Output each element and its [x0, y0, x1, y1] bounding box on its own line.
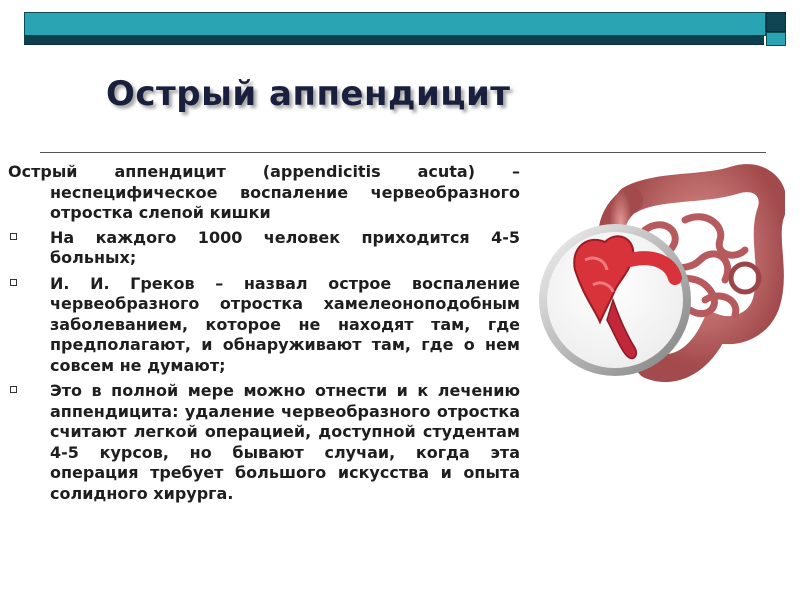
header-bar-teal: [24, 12, 766, 36]
list-item: [8, 381, 520, 504]
square-bullet-icon: [10, 279, 17, 286]
slide-content: [8, 162, 520, 509]
slide-title: Острый аппендицит: [106, 74, 511, 114]
header-bar-dark: [24, 35, 764, 45]
intestine-coil: [731, 264, 759, 292]
title-divider: [40, 152, 766, 153]
bullet-text: Это в полной мере можно отнести и к лечению аппендицита: удаление червеобразного отростка считают легкой операцией, доступной студентам 4-5 курсов, но бывают случаи, когда эта операция требует большого искусства и опыта солидного хирурга.: [50, 381, 520, 503]
intro-paragraph: [8, 162, 520, 224]
bullet-text: И. И. Греков – назвал острое воспаление червеобразного отростка хамелеоноподобным заболеванием, которое не находят там, где предполагают, и обнаруживают там, где о нем совсем не думают;: [50, 273, 520, 375]
bullet-list: [8, 228, 520, 505]
square-bullet-icon: [10, 233, 17, 240]
bullet-text: На каждого 1000 человек приходится 4-5 больных;: [50, 227, 520, 267]
intestine-illustration: [535, 160, 785, 410]
list-item: [8, 228, 520, 269]
magnifier-lens: [539, 224, 691, 376]
intro-continuation: неспецифическое воспаление червеобразного отростка слепой кишки: [50, 182, 520, 222]
header-corner-square: [766, 12, 786, 32]
square-bullet-icon: [10, 386, 17, 393]
header-corner-square-small: [766, 32, 786, 46]
list-item: [8, 274, 520, 377]
intro-first-line: Острый аппендицит (appendicitis acuta) –: [8, 162, 520, 181]
